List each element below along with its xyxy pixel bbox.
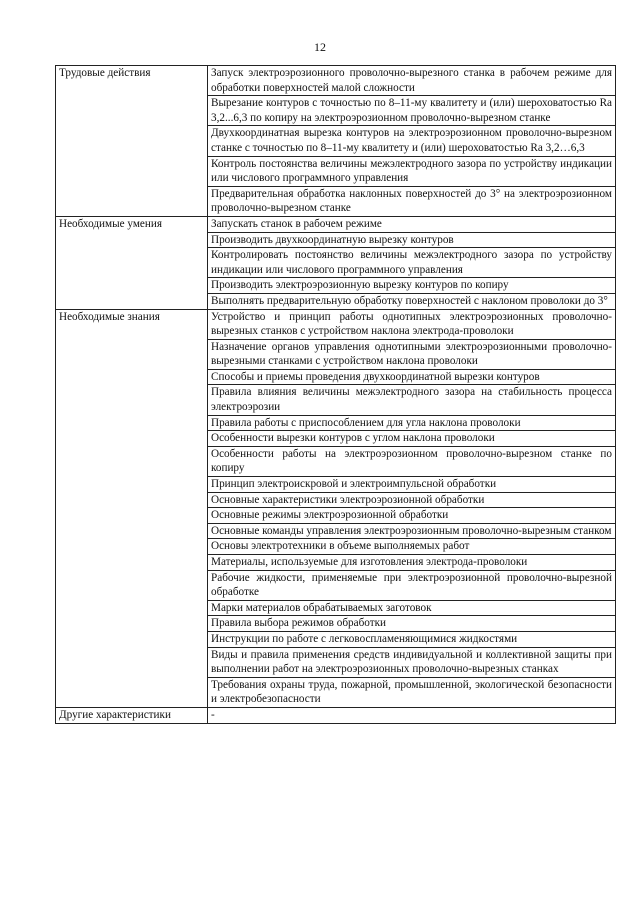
section-item: Инструкции по работе с легковоспламеняющимися жидкостями (208, 631, 616, 647)
section-item: Основные команды управления электроэрозионным проволочно-вырезным станком (208, 523, 616, 539)
section-item: Принцип электроискровой и электроимпульсной обработки (208, 477, 616, 493)
section-item: Особенности вырезки контуров с углом наклона проволоки (208, 431, 616, 447)
section-item: Правила выбора режимов обработки (208, 616, 616, 632)
table-row (56, 66, 616, 96)
section-item: Производить двухкоординатную вырезку контуров (208, 232, 616, 248)
section-item: Контролировать постоянство величины межэлектродного зазора по устройству индикации или числового программного управления (208, 248, 616, 278)
section-item: Выполнять предварительную обработку поверхностей с наклоном проволоки до 3° (208, 293, 616, 309)
section-item: Правила влияния величины межэлектродного зазора на стабильность процесса электроэрозии (208, 385, 616, 415)
section-item: - (208, 707, 616, 723)
section-item: Запускать станок в рабочем режиме (208, 216, 616, 232)
section-label: Другие характеристики (56, 707, 208, 723)
section-item: Способы и приемы проведения двухкоординатной вырезки контуров (208, 369, 616, 385)
table-row (56, 309, 616, 339)
competency-table-body (56, 66, 616, 724)
table-row (56, 707, 616, 723)
section-item: Марки материалов обрабатываемых заготовок (208, 600, 616, 616)
section-item: Основные режимы электроэрозионной обработки (208, 508, 616, 524)
section-item: Запуск электроэрозионного проволочно-вырезного станка в рабочем режиме для обработки поверхностей малой сложности (208, 66, 616, 96)
section-item: Требования охраны труда, пожарной, промышленной, экологической безопасности и электробезопасности (208, 677, 616, 707)
section-item: Материалы, используемые для изготовления электрода-проволоки (208, 555, 616, 571)
page-number: 12 (314, 40, 326, 54)
section-label: Трудовые действия (56, 66, 208, 217)
section-item: Рабочие жидкости, применяемые при электроэрозионной проволочно-вырезной обработке (208, 570, 616, 600)
table-row (56, 216, 616, 232)
section-item: Виды и правила применения средств индивидуальной и коллективной защиты при выполнении работ на электроэрозионных проволочно-вырезных станках (208, 647, 616, 677)
section-label: Необходимые знания (56, 309, 208, 707)
section-item: Устройство и принцип работы однотипных электроэрозионных проволочно-вырезных станков с устройством наклона электрода-проволоки (208, 309, 616, 339)
section-item: Основные характеристики электроэрозионной обработки (208, 492, 616, 508)
competency-table (55, 65, 616, 724)
section-label: Необходимые умения (56, 216, 208, 309)
section-item: Вырезание контуров с точностью по 8–11-му квалитету и (или) шероховатостью Ra 3,2...6,3 по копиру на электроэрозионном проволочно-вырезном станке (208, 96, 616, 126)
section-item: Двухкоординатная вырезка контуров на электроэрозионном проволочно-вырезном станке с точностью по 8–11-му квалитету и (или) шероховатостью Ra 3,2…6,3 (208, 126, 616, 156)
section-item: Предварительная обработка наклонных поверхностей до 3° на электроэрозионном проволочно-вырезном станке (208, 186, 616, 216)
section-item: Правила работы с приспособлением для угла наклона проволоки (208, 415, 616, 431)
section-item: Особенности работы на электроэрозионном проволочно-вырезном станке по копиру (208, 446, 616, 476)
section-item: Назначение органов управления однотипными электроэрозионными проволочно-вырезными станками с устройством наклона проволоки (208, 339, 616, 369)
section-item: Производить электроэрозионную вырезку контуров по копиру (208, 278, 616, 294)
section-item: Основы электротехники в объеме выполняемых работ (208, 539, 616, 555)
section-item: Контроль постоянства величины межэлектродного зазора по устройству индикации или числового программного управления (208, 156, 616, 186)
